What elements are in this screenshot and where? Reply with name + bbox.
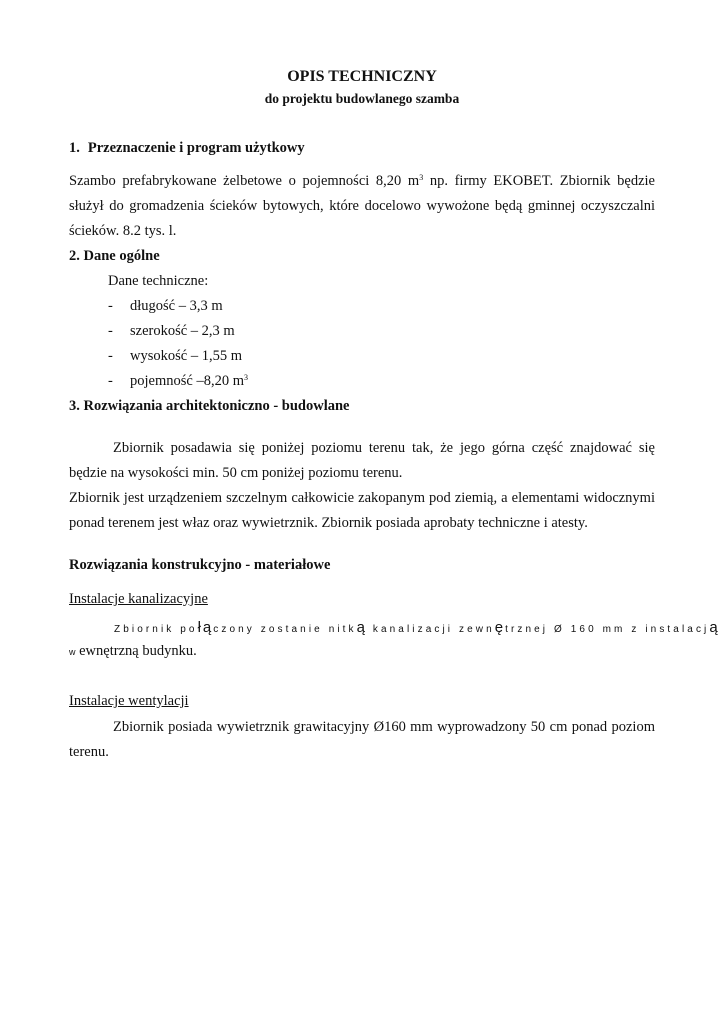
list-item: - wysokość – 1,55 m <box>108 348 242 364</box>
paragraph-line: ponad terenem jest właz oraz wywietrznik. Zbiornik posiada aprobaty techniczne i atesty. <box>69 515 588 531</box>
sewer-paragraph-line: w ewnętrzną budynku. <box>69 643 197 659</box>
paragraph-line: Zbiornik posadawia się poniżej poziomu terenu tak, że jego górna część znajdować się <box>113 440 655 456</box>
paragraph-line: terenu. <box>69 744 109 760</box>
technical-data-label: Dane techniczne: <box>108 273 209 289</box>
list-item: - szerokość – 2,3 m <box>108 323 235 339</box>
paragraph-line: Szambo prefabrykowane żelbetowe o pojemności 8,20 $m^3$ np. firmy EKOBET. Zbiornik będzie <box>69 173 655 189</box>
paragraph-line: ścieków. 8.2 tys. l. <box>69 223 177 239</box>
ventilation-installation-heading: Instalacje wentylacji <box>69 693 189 709</box>
paragraph-line: Zbiornik posiada wywietrznik grawitacyjny Ø160 mm wyprowadzony 50 cm ponad poziom <box>113 719 655 735</box>
sewer-installation-heading: Instalacje kanalizacyjne <box>69 591 208 607</box>
paragraph-line: służył do gromadzenia ścieków bytowych, które docelowo wywożone będą gminnej oczyszczalni <box>69 198 655 214</box>
construction-heading: Rozwiązania konstrukcyjno - materiałowe <box>69 557 331 573</box>
section-3-heading: 3. Rozwiązania architektoniczno - budowlane <box>69 398 350 414</box>
list-item: - długość – 3,3 m <box>108 298 223 314</box>
document-title: OPIS TECHNICZNY <box>287 68 437 85</box>
paragraph-line: Zbiornik jest urządzeniem szczelnym całkowicie zakopanym pod ziemią, a elementami widocznymi <box>69 490 655 506</box>
section-2-heading: 2. Dane ogólne <box>69 248 160 264</box>
document-subtitle: do projektu budowlanego szamba <box>264 91 460 106</box>
section-1-heading: 1. Przeznaczenie i program użytkowy <box>69 140 305 156</box>
paragraph-line: będzie na wysokości min. 50 cm poniżej poziomu terenu. <box>69 465 403 481</box>
list-item: - pojemność –8,20 $m^3$ <box>108 373 248 389</box>
sewer-paragraph-line: Zbiornik połączony zostanie nitką kanalizacji zewnętrznej Ø 160 mm z instalacją <box>114 619 720 636</box>
